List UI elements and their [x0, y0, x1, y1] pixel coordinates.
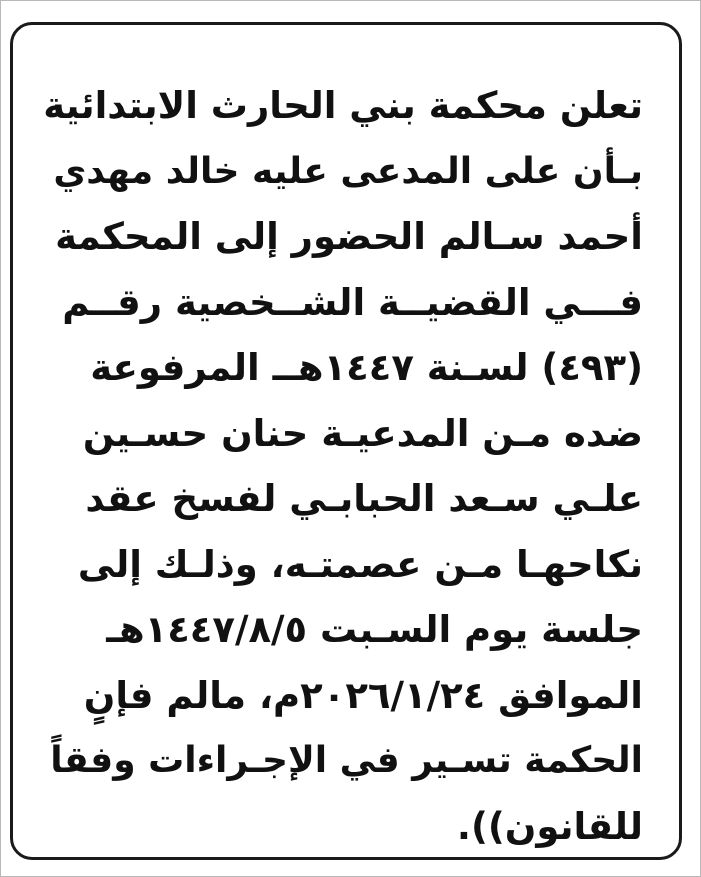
court-notice-card: [10, 22, 682, 860]
notice-line-7: علـي سـعد الحبابـي لفسخ عقد: [85, 477, 643, 520]
notice-line-1: تعلن محكمة بني الحارث الابتدائية: [43, 84, 643, 127]
notice-body: [13, 73, 685, 859]
notice-line-10: الموافق ٢٠٢٦/١/٢٤م، مالم فإنٍ: [83, 673, 643, 717]
notice-line-5: (٤٩٣) لسـنة ١٤٤٧هــ المرفوعة: [90, 346, 643, 389]
notice-line-12: للقانون)).: [456, 804, 643, 848]
notice-line-11: الحكمة تسـير في الإجـراءات وفقاً: [50, 740, 643, 781]
notice-line-8: نكاحهـا مـن عصمتـه، وذلـك إلى: [77, 542, 643, 586]
notice-line-3: أحمد سـالم الحضور إلى المحكمة: [55, 215, 643, 258]
notice-line-6: ضده مـن المدعيـة حنان حسـين: [82, 411, 643, 455]
notice-line-4: فـــي القضيــة الشــخصية رقــم: [62, 280, 643, 324]
notice-line-2: بـأن على المدعى عليه خالد مهدي: [53, 150, 643, 192]
notice-line-9: جلسة يوم السـبت ١٤٤٧/٨/٥هـ: [106, 608, 643, 651]
